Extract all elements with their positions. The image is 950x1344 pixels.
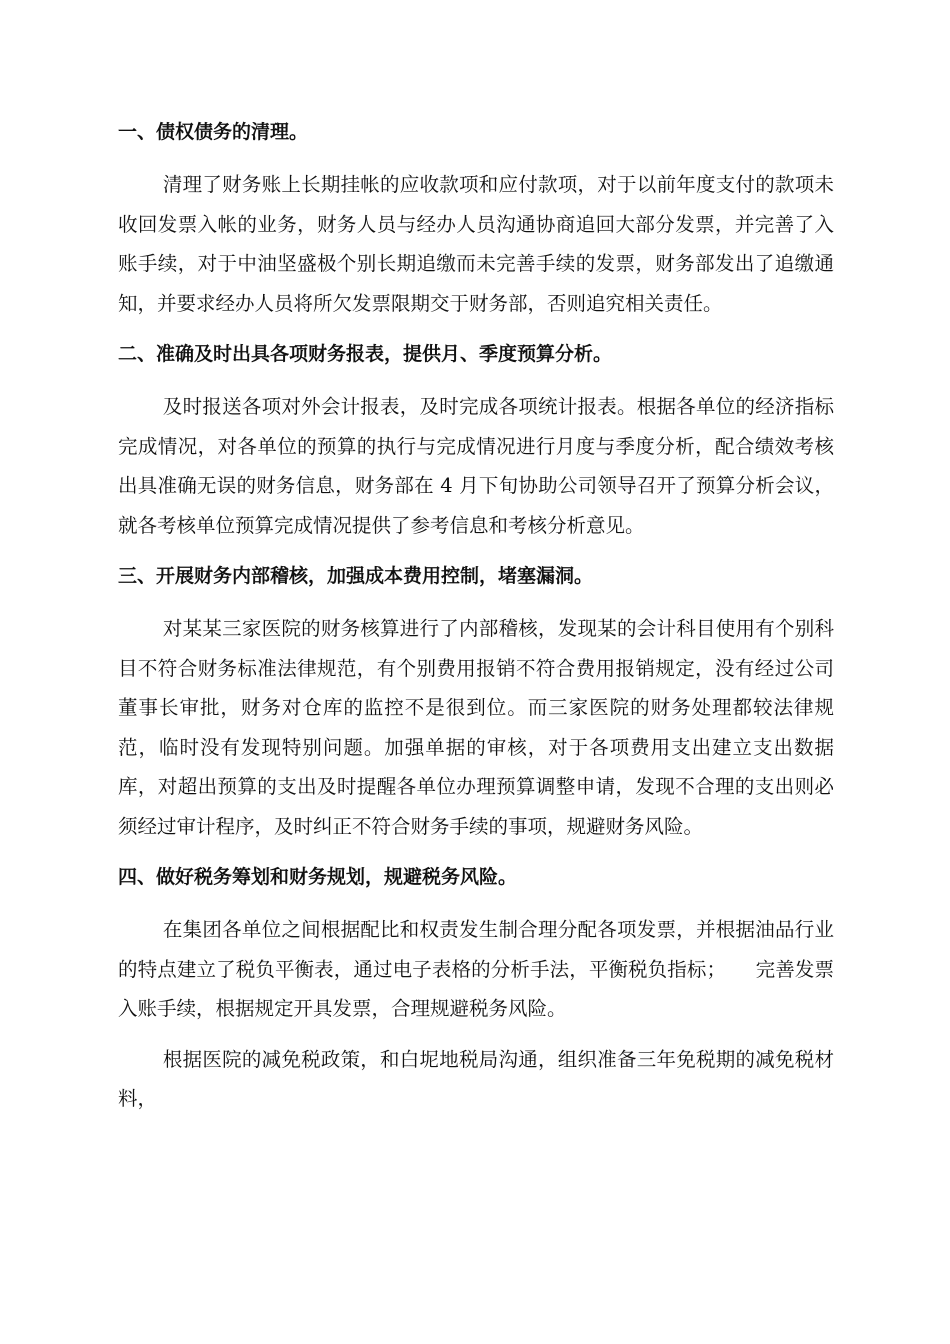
section-3-heading: 三、开展财务内部稽核，加强成本费用控制，堵塞漏洞。	[118, 565, 594, 587]
section-3-paragraph: 对某某三家医院的财务核算进行了内部稽核，发现某的会计科目使用有个别科目不符合财务标准法律规范，有个别费用报销不符合费用报销规定，没有经过公司董事长审批，财务对仓库的监控不是很到位。而三家医院的财务处理都较法律规范，临时没有发现特别问题。加强单据的审核，对于各项费用支出建立支出数据库，对超出预算的支出及时提醒各单位办理预算调整申请，发现不合理的支出则必须经过审计程序，及时纠正不符合财务手续的事项，规避财务风险。	[118, 617, 834, 838]
section-1-paragraph: 清理了财务账上长期挂帐的应收款项和应付款项，对于以前年度支付的款项未收回发票入帐的业务，财务人员与经办人员沟通协商追回大部分发票，并完善了入账手续，对于中油坚盛极个别长期追缴而未完善手续的发票，财务部发出了追缴通知，并要求经办人员将所欠发票限期交于财务部，否则追究相关责任。	[118, 173, 834, 315]
document-body	[118, 112, 834, 1119]
section-4-paragraph-1: 在集团各单位之间根据配比和权责发生制合理分配各项发票，并根据油品行业的特点建立了税负平衡表，通过电子表格的分析手法，平衡税负指标； 完善发票入账手续，根据规定开具发票，合理规避税务风险。	[118, 918, 834, 1020]
section-2-paragraph: 及时报送各项对外会计报表，及时完成各项统计报表。根据各单位的经济指标完成情况，对各单位的预算的执行与完成情况进行月度与季度分析，配合绩效考核出具准确无误的财务信息，财务部在 4 月下旬协助公司领导召开了预算分析会议，就各考核单位预算完成情况提供了参考信息和考核分析意见。	[118, 395, 834, 537]
section-4-paragraph-2: 根据医院的减免税政策，和白坭地税局沟通，组织准备三年免税期的减免税材料，	[118, 1047, 834, 1110]
section-4-heading: 四、做好税务筹划和财务规划，规避税务风险。	[118, 866, 518, 888]
section-1-heading: 一、债权债务的清理。	[118, 121, 309, 143]
section-2-heading: 二、准确及时出具各项财务报表，提供月、季度预算分析。	[118, 343, 613, 365]
